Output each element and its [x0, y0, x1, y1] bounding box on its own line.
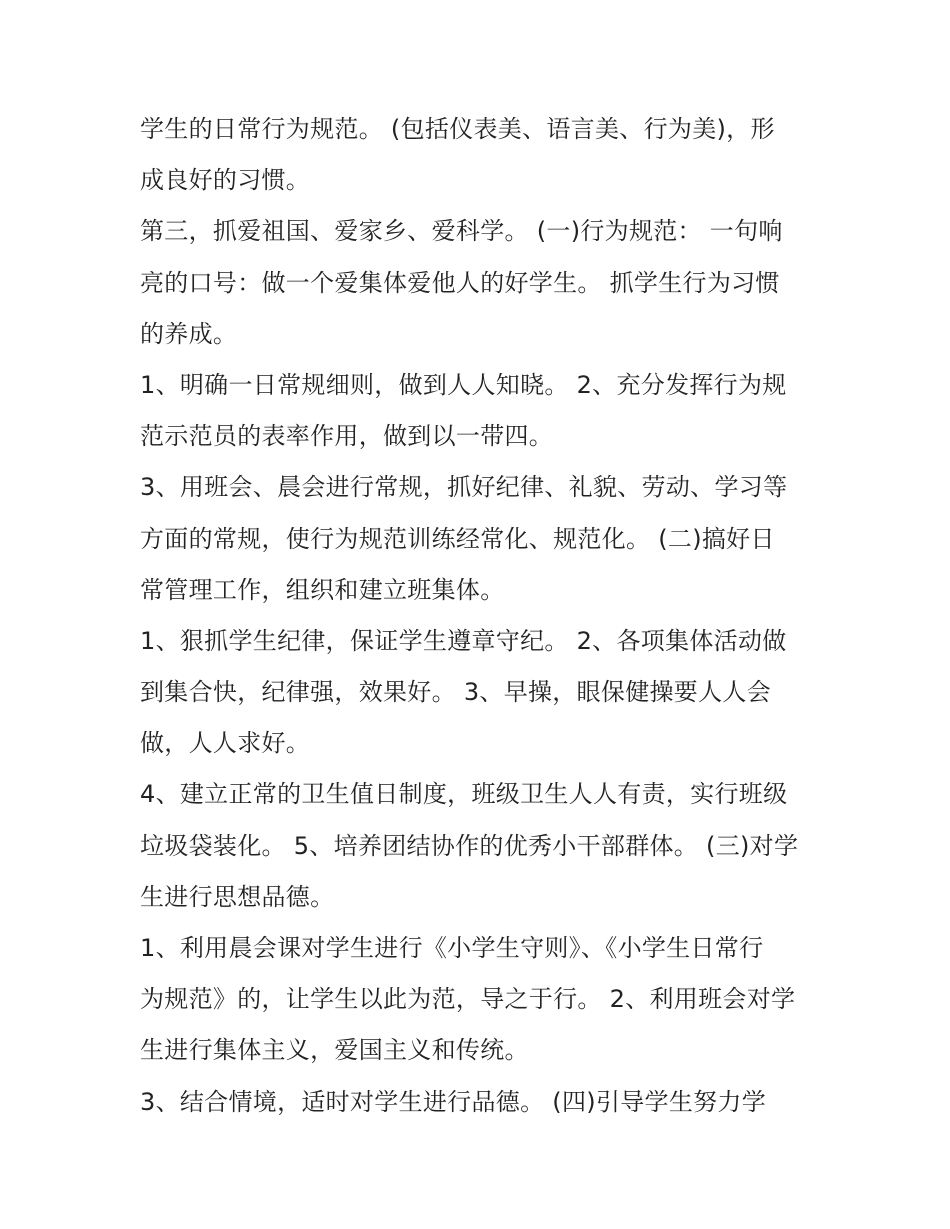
text-line: 常管理工作，组织和建立班集体。	[140, 575, 505, 604]
text-line: 方面的常规，使行为规范训练经常化、规范化。 (二)搞好日	[140, 524, 775, 553]
text-line: 4、建立正常的卫生值日制度，班级卫生人人有责，实行班级	[140, 780, 788, 809]
text-line: 成良好的习惯。	[140, 166, 311, 195]
text-line: 垃圾袋装化。 5、培养团结协作的优秀小干部群体。 (三)对学	[140, 831, 799, 860]
text-line: 第三，抓爱祖国、爱家乡、爱科学。 (一)行为规范： 一句响	[140, 217, 783, 246]
text-line: 1、狠抓学生纪律，保证学生遵章守纪。 2、各项集体活动做	[140, 626, 787, 655]
text-line: 到集合快，纪律强，效果好。 3、早操，眼保健操要人人会	[140, 678, 771, 707]
text-line: 范示范员的表率作用，做到以一带四。	[140, 422, 554, 451]
text-line: 为规范》的，让学生以此为范，导之于行。 2、利用班会对学	[140, 985, 796, 1014]
text-line: 3、用班会、晨会进行常规，抓好纪律、礼貌、劳动、学习等	[140, 473, 788, 502]
text-line: 生进行思想品德。	[140, 882, 335, 911]
body-text	[140, 104, 820, 1128]
text-line: 学生的日常行为规范。 (包括仪表美、语言美、行为美)，形	[140, 115, 775, 143]
text-line: 亮的口号：做一个爱集体爱他人的好学生。 抓学生行为习惯	[140, 268, 780, 297]
text-line: 1、明确一日常规细则，做到人人知晓。 2、充分发挥行为规	[140, 370, 787, 399]
text-line: 的养成。	[140, 319, 238, 348]
text-line: 1、利用晨会课对学生进行《小学生守则》、《小学生日常行	[140, 934, 764, 962]
text-line: 生进行集体主义，爱国主义和传统。	[140, 1036, 529, 1065]
text-line: 3、结合情境，适时对学生进行品德。 (四)引导学生努力学	[140, 1087, 767, 1116]
text-line: 做，人人求好。	[140, 729, 311, 758]
